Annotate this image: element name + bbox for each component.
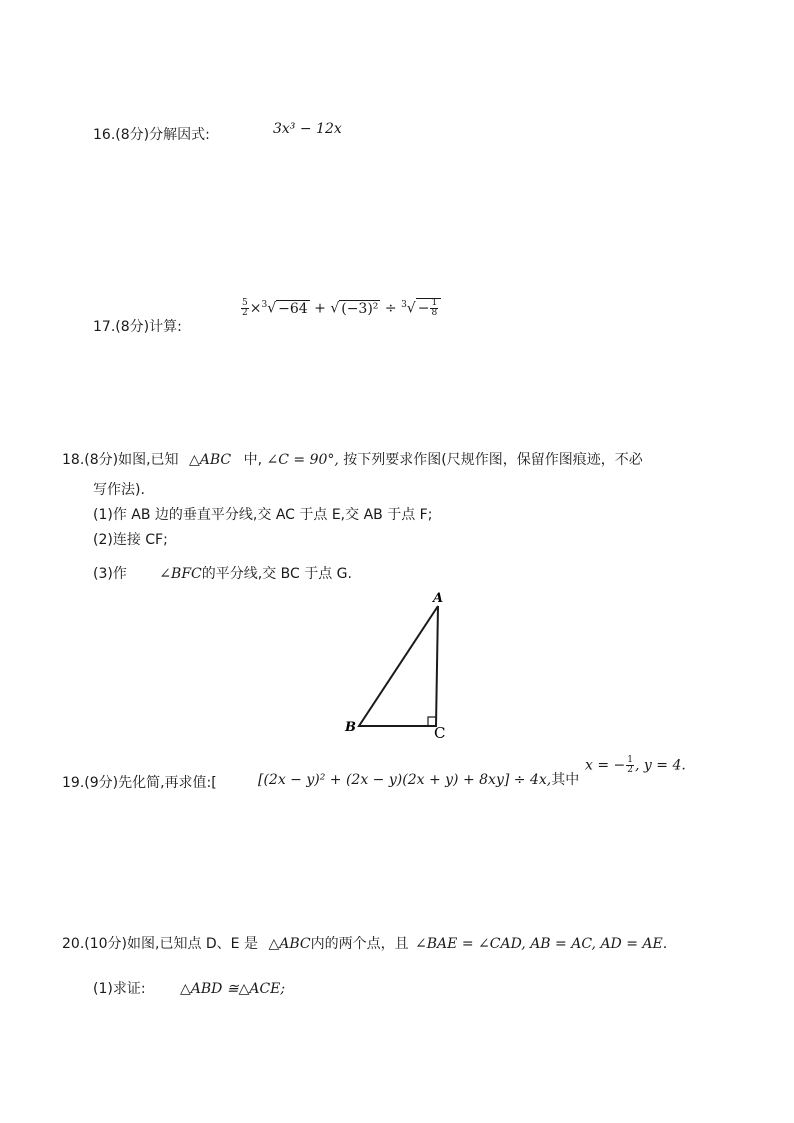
times-sign: × — [249, 300, 262, 317]
q17-expression: $\frac{5}{2}$ ×$^3$√ −64 + √ (−3)² ÷ $^3$√ − $\frac{1}{8}$ — [240, 298, 441, 318]
q20-triangle: △ABC — [268, 936, 311, 952]
q18-label-start: 18.(8分)如图,已知 — [62, 452, 179, 468]
q18-mid: 中, — [243, 452, 263, 468]
radicand-1: −64 — [278, 300, 308, 317]
q18-angle: ∠C = 90°, — [266, 452, 339, 468]
q18-step2: (2)连接 CF; — [93, 532, 168, 548]
radicand-3: − $\frac{1}{8}$ — [416, 298, 441, 318]
q20-conditions: ∠BAE = ∠CAD, AB = AC, AD = AE. — [415, 936, 668, 952]
question-17 — [93, 316, 182, 336]
root-index-1: 3 — [261, 299, 268, 310]
q18-triangle: △ABC — [189, 452, 232, 468]
question-19 — [62, 772, 217, 792]
question-20 — [62, 933, 667, 953]
triangle-figure — [338, 588, 458, 748]
q18-step3-b: 的平分线,交 BC 于点 G. — [201, 566, 352, 582]
q20-part1-expr: △ABD ≅△ACE; — [180, 981, 286, 997]
question-16 — [93, 124, 210, 144]
question-18 — [62, 449, 643, 469]
radicand-2: (−3)² — [341, 300, 379, 317]
q18-step3-a: (3)作 — [93, 566, 127, 582]
q17-label: 17.(8分)计算: — [93, 319, 182, 335]
q19-label: 19.(9分)先化简,再求值:[ — [62, 775, 217, 791]
q20-part1 — [93, 978, 285, 998]
q20-part1-label: (1)求证: — [93, 981, 146, 997]
q16-label: 16.(8分)分解因式: — [93, 127, 210, 143]
plus-sign: + — [314, 300, 326, 317]
div-sign: ÷ — [384, 300, 397, 317]
q18-rest: 按下列要求作图(尺规作图，保留作图痕迹，不必 — [343, 452, 643, 468]
q19-expression: [(2x − y)² + (2x − y)(2x + y) + 8xy] ÷ 4x,其中 — [258, 772, 580, 788]
q19-values: x = − $\frac{1}{2}$ , y = 4. — [585, 755, 686, 775]
q20-mid: 内的两个点，且 — [310, 936, 409, 952]
q17-fraction: $\frac{5}{2}$ — [242, 298, 248, 318]
root-index-2: 3 — [401, 299, 407, 310]
vertex-b-label: B — [345, 720, 356, 735]
q18-line2: 写作法). — [93, 482, 145, 498]
q18-step3-angle: ∠BFC — [159, 566, 202, 582]
q20-label: 20.(10分)如图,已知点 D、E 是 — [62, 936, 258, 952]
triangle-outline — [359, 606, 438, 726]
vertex-a-label: A — [433, 591, 444, 606]
q16-expression: 3x³ − 12x — [273, 121, 342, 137]
q19-where: 其中 — [551, 772, 580, 788]
q18-step3 — [93, 563, 352, 583]
q18-step1: (1)作 AB 边的垂直平分线,交 AC 于点 E,交 AB 于点 F; — [93, 507, 433, 523]
vertex-c-label: C — [434, 724, 446, 742]
